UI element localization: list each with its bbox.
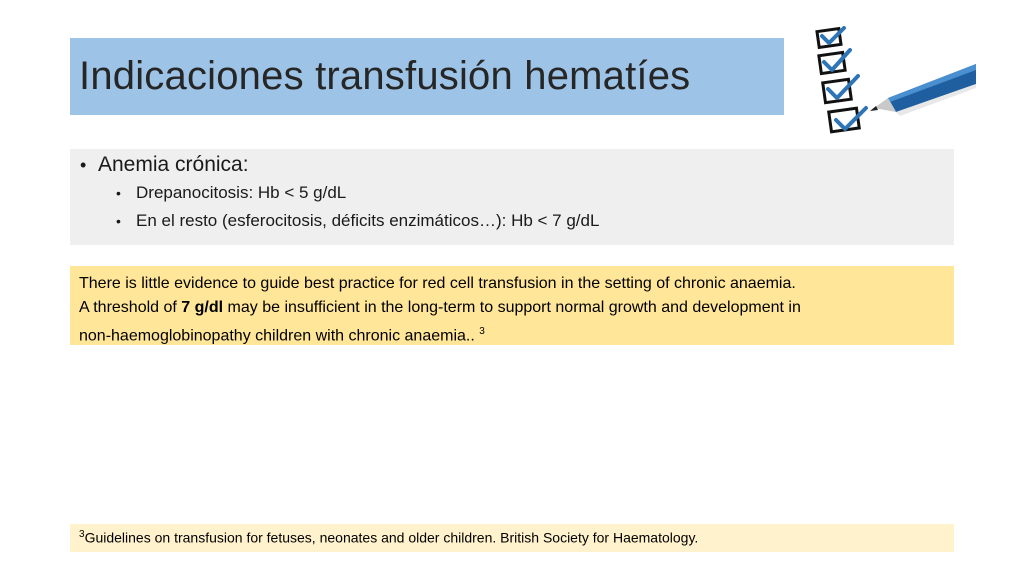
bullet-dot: • [116, 185, 121, 201]
title-banner [70, 38, 784, 115]
bullet-text: Drepanocitosis: Hb < 5 g/dL [136, 183, 347, 202]
bullet-level1 [80, 153, 944, 183]
bullet-level2 [80, 211, 944, 239]
note-text: non-haemoglobinopathy children with chronic anaemia.. [79, 327, 480, 345]
note-text: may be insufficient in the long-term to support normal growth and development in [223, 299, 801, 316]
bullet-text: En el resto (esferocitosis, déficits enzimáticos…): Hb < 7 g/dL [136, 211, 600, 230]
threshold-value: 7 g/dl [181, 299, 224, 316]
reference-text: Guidelines on transfusion for fetuses, neonates and older children. British Society for Haematology. [84, 529, 699, 546]
page-title: Indicaciones transfusión hematíes [79, 54, 691, 98]
reference-number: 3 [79, 529, 85, 540]
evidence-note [70, 266, 954, 345]
bullets-panel [70, 149, 954, 245]
bullet-text: Anemia crónica: [98, 153, 249, 176]
bullet-dot: • [80, 155, 87, 175]
note-line [79, 320, 945, 348]
note-text: A threshold of [79, 299, 182, 316]
reference-footnote [70, 524, 954, 552]
checklist-pen-icon [804, 26, 976, 136]
citation-marker: 3 [479, 326, 485, 337]
note-line [79, 296, 945, 320]
bullet-level2 [80, 183, 944, 211]
note-line: There is little evidence to guide best practice for red cell transfusion in the setting of chronic anaemia. [79, 275, 796, 292]
bullet-dot: • [116, 213, 121, 229]
